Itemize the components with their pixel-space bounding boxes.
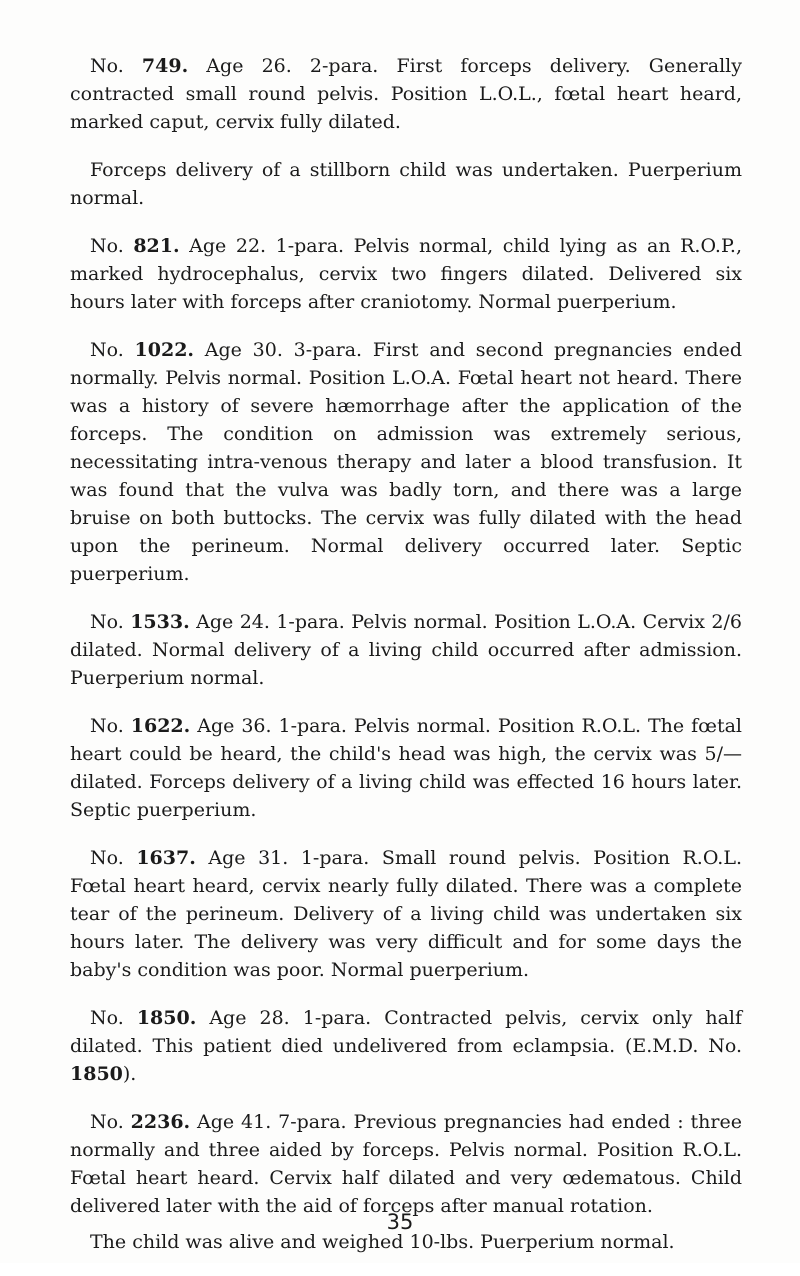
case-821-paragraph bbox=[70, 232, 742, 316]
case-number: 2236. bbox=[130, 1111, 191, 1133]
case-1533-paragraph bbox=[70, 608, 742, 692]
document-body bbox=[70, 52, 742, 1276]
paragraph-text: The child was alive and weighed 10-lbs. Puerperium normal. bbox=[90, 1231, 675, 1253]
case-749-outcome-paragraph bbox=[70, 156, 742, 212]
case-lead: No. bbox=[90, 715, 131, 737]
case-lead: No. bbox=[90, 55, 142, 77]
case-lead: No. bbox=[90, 1111, 131, 1133]
case-lead: No. bbox=[90, 1007, 137, 1029]
case-text: Age 31. 1-para. Small round pelvis. Position R.O.L. Fœtal heart heard, cervix nearly fully dilated. There was a complete tear of the perineum. Delivery of a living child was undertaken six hours later. The delivery was very difficult and for some days the baby's condition was poor. Normal puerperium. bbox=[70, 847, 742, 981]
case-1622-paragraph bbox=[70, 712, 742, 824]
case-1850-paragraph bbox=[70, 1004, 742, 1088]
case-number: 749. bbox=[141, 55, 189, 77]
case-2236-paragraph bbox=[70, 1108, 742, 1220]
case-number: 821. bbox=[133, 235, 180, 257]
case-text: Age 41. 7-para. Previous pregnancies had ended : three normally and three aided by forceps. Pelvis normal. Position R.O.L. Fœtal heart heard. Cervix half dilated and very œdematous. Child delivered later with the aid of forceps after manual rotation. bbox=[70, 1111, 742, 1217]
case-number: 1533. bbox=[130, 611, 190, 633]
case-number: 1637. bbox=[136, 847, 196, 869]
case-text: Age 24. 1-para. Pelvis normal. Position L.O.A. Cervix 2/6 dilated. Normal delivery of a living child occurred after admission. Puerperium normal. bbox=[70, 611, 742, 689]
case-text: Age 30. 3-para. First and second pregnancies ended normally. Pelvis normal. Position L.O.A. Fœtal heart not heard. There was a history of severe hæmorrhage after the application of the forceps. The condition on admission was extremely serious, necessitating intra-venous therapy and later a blood transfusion. It was found that the vulva was badly torn, and there was a large bruise on both buttocks. The cervix was fully dilated with the head upon the perineum. Normal delivery occurred later. Septic puerperium. bbox=[70, 339, 742, 585]
case-number: 1022. bbox=[134, 339, 195, 361]
case-749-paragraph bbox=[70, 52, 742, 136]
case-1022-paragraph bbox=[70, 336, 742, 588]
case-text: Age 36. 1-para. Pelvis normal. Position R.O.L. The fœtal heart could be heard, the child's head was high, the cervix was 5/— dilated. Forceps delivery of a living child was effected 16 hours later. Septic puerperium. bbox=[70, 715, 742, 821]
case-text: Age 22. 1-para. Pelvis normal, child lying as an R.O.P., marked hydrocephalus, cervix two fingers dilated. Delivered six hours later with forceps after craniotomy. Normal puerperium. bbox=[70, 235, 742, 313]
case-text: Age 26. 2-para. First forceps delivery. Generally contracted small round pelvis. Position L.O.L., fœtal heart heard, marked caput, cervix fully dilated. bbox=[70, 55, 742, 133]
case-lead: No. bbox=[90, 339, 135, 361]
case-1637-paragraph bbox=[70, 844, 742, 984]
case-reference-number: 1850 bbox=[70, 1063, 123, 1085]
case-number: 1622. bbox=[130, 715, 191, 737]
paragraph-text: Forceps delivery of a stillborn child was undertaken. Puerperium normal. bbox=[70, 159, 742, 209]
case-lead: No. bbox=[90, 611, 131, 633]
case-lead: No. bbox=[90, 235, 134, 257]
case-number: 1850. bbox=[136, 1007, 197, 1029]
case-lead: No. bbox=[90, 847, 137, 869]
case-text: Age 28. 1-para. Contracted pelvis, cervix only half dilated. This patient died undelivered from eclampsia. (E.M.D. No. bbox=[70, 1007, 743, 1057]
page-number: 35 bbox=[386, 1210, 414, 1234]
case-text-tail: ). bbox=[122, 1063, 137, 1085]
